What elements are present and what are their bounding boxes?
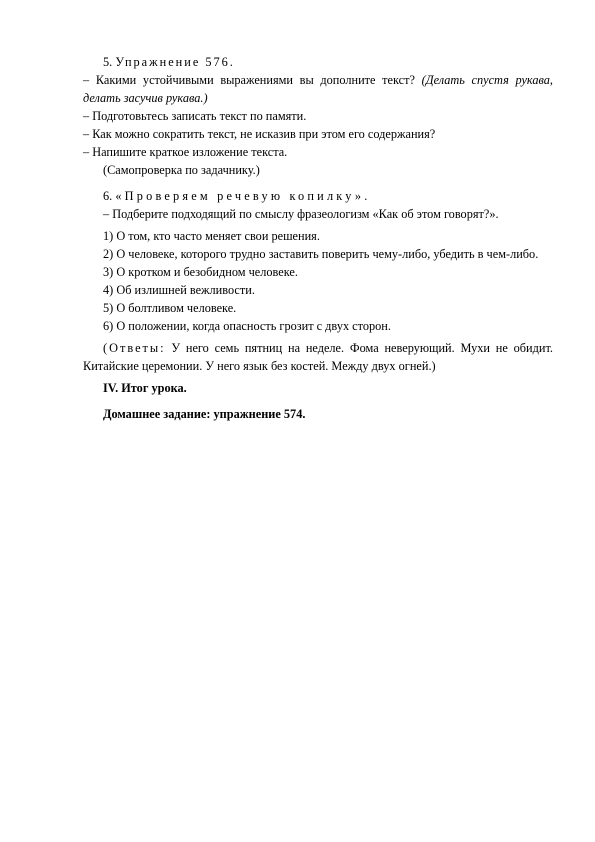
list-item: 5) О болтливом человеке.	[103, 301, 237, 315]
list-item: 3) О кротком и безобидном человеке.	[103, 265, 298, 279]
lesson-summary-heading: IV. Итог урока.	[103, 381, 187, 395]
list-item: 6) О положении, когда опасность грозит с двух сторон.	[103, 319, 391, 333]
section-6-title: «Проверяем речевую копилку».	[115, 189, 371, 203]
section-5-question-2: – Подготовьтесь записать текст по памяти.	[83, 109, 307, 123]
answers-text: У него семь пятниц на неделе. Фома неверующий. Мухи не обидит. Китайские церемонии. У него язык без костей. Между двух огней.)	[83, 341, 553, 373]
homework-line: Домашнее задание: упражнение 574.	[103, 407, 306, 421]
section-5-number: 5.	[103, 55, 113, 69]
section-5-question-4: – Напишите краткое изложение текста.	[83, 145, 288, 159]
question-1-text: – Какими устойчивыми выражениями вы дополните текст?	[83, 73, 422, 87]
section-6-answers	[83, 339, 553, 375]
section-5-question-3: – Как можно сократить текст, не исказив при этом его содержания?	[83, 127, 436, 141]
section-6-number: 6.	[103, 189, 113, 203]
list-item: 4) Об излишней вежливости.	[103, 283, 255, 297]
list-item: 1) О том, кто часто меняет свои решения.	[103, 229, 320, 243]
section-6-heading	[103, 187, 553, 205]
section-5-note: (Самопроверка по задачнику.)	[103, 163, 260, 177]
section-5-question-1	[83, 71, 553, 107]
answers-label: (Ответы:	[103, 341, 166, 355]
section-5-heading	[103, 53, 553, 71]
section-6-instruction: – Подберите подходящий по смыслу фразеологизм «Как об этом говорят?».	[103, 207, 499, 221]
document-page	[83, 53, 554, 423]
question-1-hint: (Делать спустя рукава, делать засучив рукава.)	[83, 73, 554, 105]
section-5-title: Упражнение 576.	[115, 55, 235, 69]
list-item: 2) О человеке, которого трудно заставить поверить чему-либо, убедить в чем-либо.	[103, 247, 539, 261]
